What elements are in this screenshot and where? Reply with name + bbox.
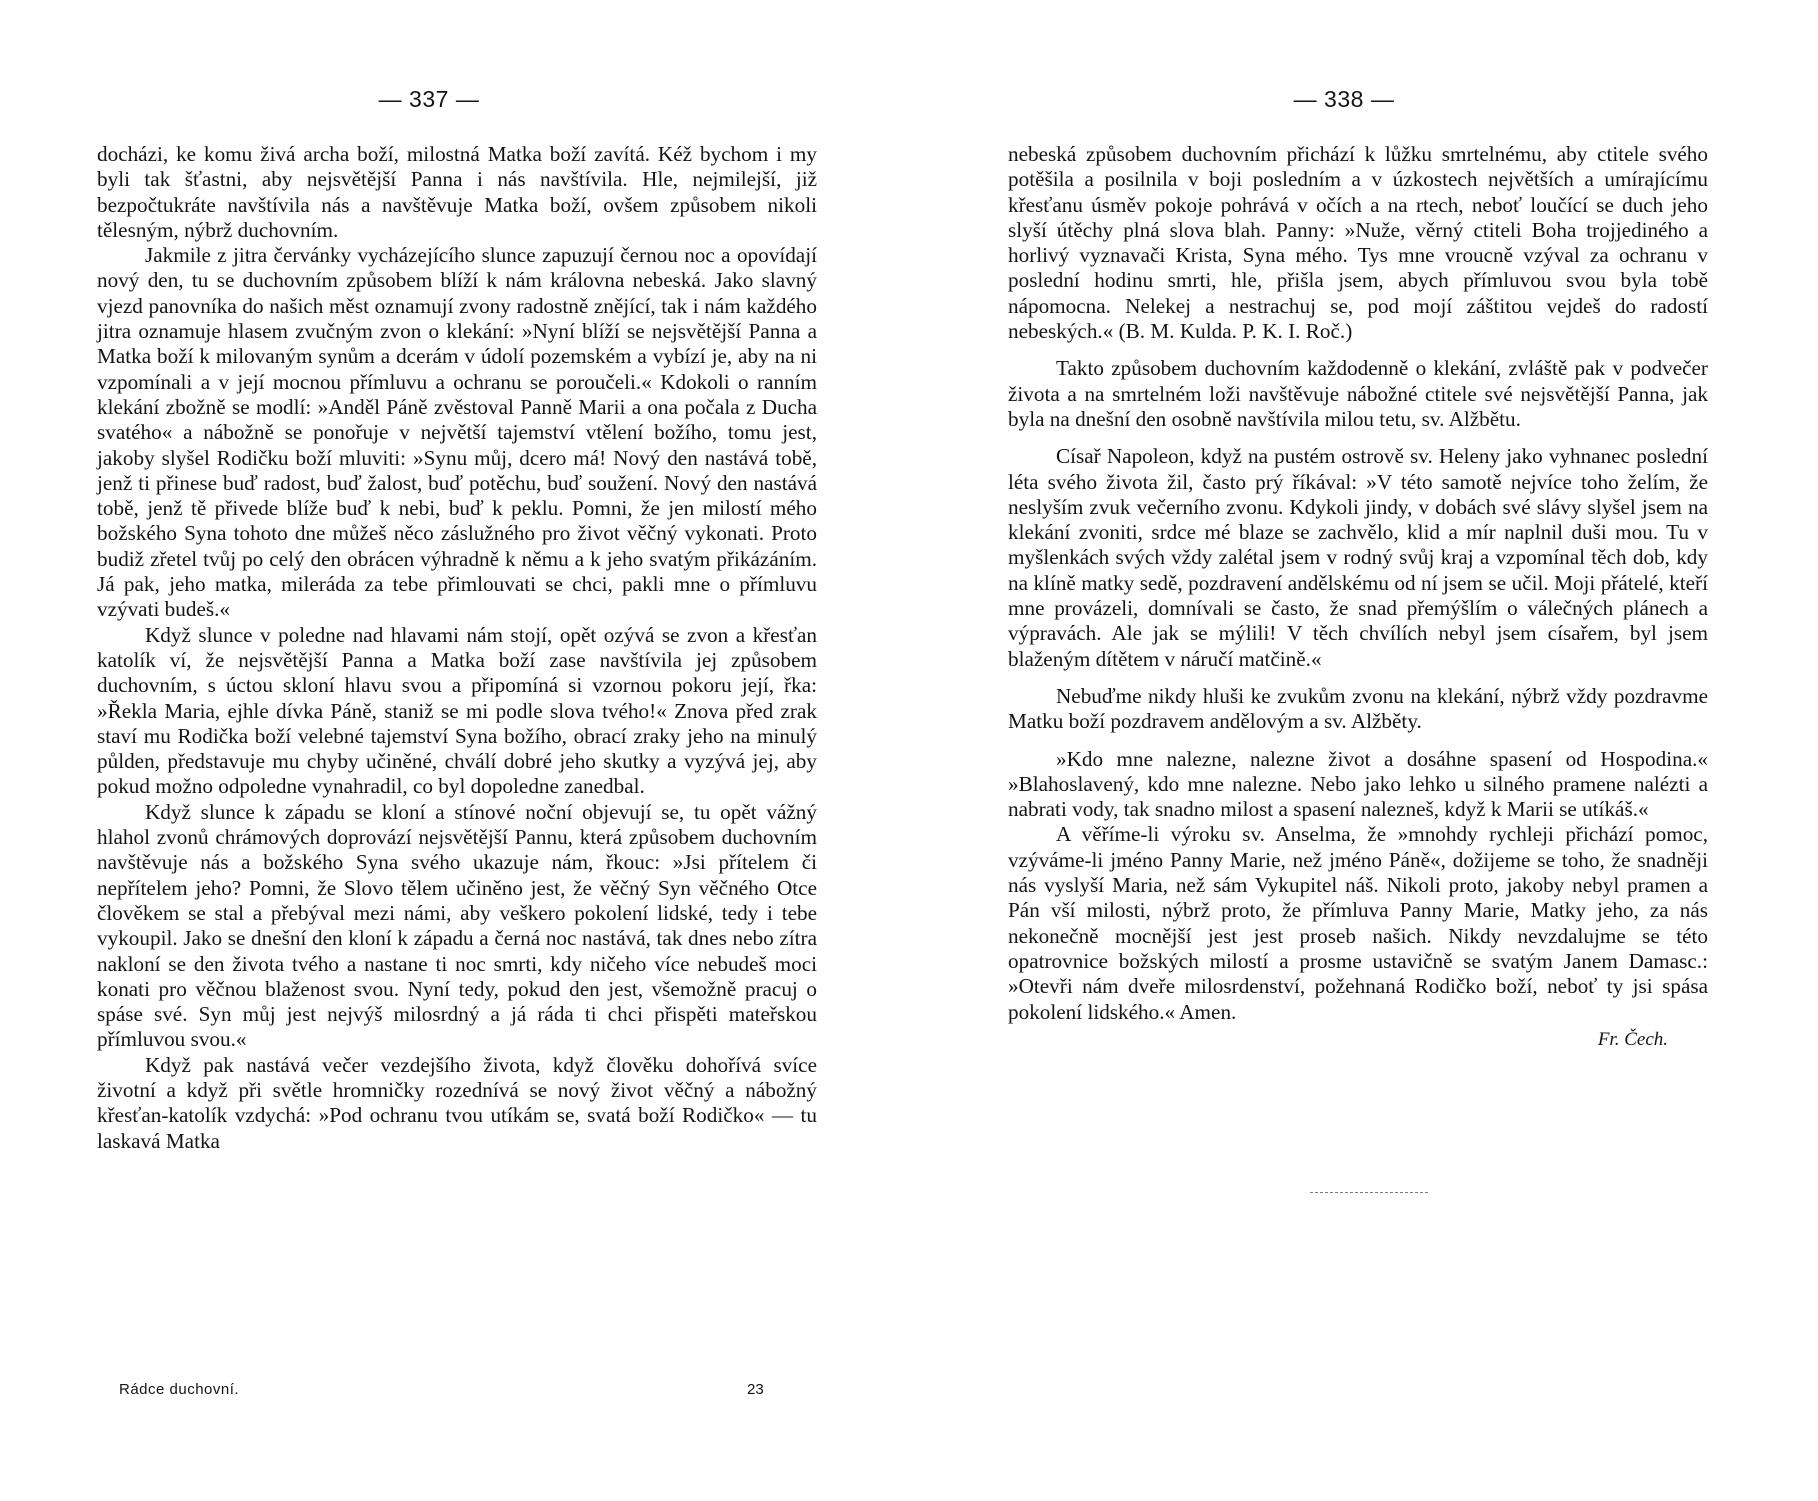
page-footer: [119, 1381, 799, 1403]
paragraph: »Kdo mne nalezne, nalezne život a dosáhne spasení od Hospodina.« »Blahoslavený, kdo mne nalezne. Nebo jako lehko u silného pramene nalézti a nabrati vody, tak snadno milost a spasení nalezneš, když k Marii se utíkáš.«: [1008, 746, 1708, 822]
paragraph: Když slunce v poledne nad hlavami nám stojí, opět ozývá se zvon a křesťan katolík ví, že nejsvětější Panna a Matka boží zase navštívila jej způsobem duchovním, s úctou skloní hlavu svou a připomíná si vzornou pokoru její, řka: »Řekla Maria, ejhle dívka Páně, staniž se mi podle slova tvého!« Znova před zrak staví mu Rodička boží velebné tajemství Syna božího, obrací zraky jeho na minulý půlden, představuje mu chyby učiněné, chválí dobré jeho skutky a vyzývá jej, aby pokud možno odpoledne vynahradil, co byl dopoledne zanedbal.: [97, 622, 817, 799]
footer-signature-mark: 23: [747, 1381, 764, 1398]
paragraph: Jakmile z jitra červánky vycházejícího slunce zapuzují černou noc a opovídají nový den, tu se duchovním způsobem blíží k nám královna nebeská. Jako slavný vjezd panovníka do našich měst oznamují zvony radostně znějící, tak i nám každého jitra oznamuje hlasem zvučným zvon o klekání: »Nyní blíží se nejsvětější Panna a Matka boží k milovaným synům a dcerám v údolí pozemském a vybízí je, aby na ni vzpomínali a v její mocnou přímluvu a ochranu se poroučeli.« Kdokoli o ranním klekání zbožně se modlí: »Anděl Páně zvěstoval Panně Marii a ona počala z Ducha svatého« a nábožně se ponořuje v největší tajemství vtělení božího, tomu jest, jakoby slyšel Rodičku boží mluviti: »Synu můj, dcero má! Nový den nastává tobě, jenž ti přinese buď radost, buď žalost, buď potěchu, buď soužení. Nový den nastává tobě, jenž tě přivede blíže buď k nebi, buď k peklu. Pomni, že jen milostí mého božského Syna tohoto dne můžeš něco záslužného pro život věčný vykonati. Proto budiž zřetel tvůj po celý den obrácen výhradně k němu a k jeho svatým přikázáním. Já pak, jeho matka, mileráda za tebe přimlouvati se chci, pakli mne o přímluvu vzývati budeš.«: [97, 243, 817, 622]
paragraph: Takto způsobem duchovním každodenně o klekání, zvláště pak v podvečer života a na smrtelném loži navštěvuje nábožné ctitele své nejsvětější Panna, jak byla na dnešní den osobně navštívila milou tetu, sv. Alžbětu.: [1008, 356, 1708, 431]
footer-book-title: Rádce duchovní.: [119, 1381, 240, 1398]
paragraph: nebeská způsobem duchovním přichází k lůžku smrtelnému, aby ctitele svého potěšila a posilnila v boji posledním a v úzkostech největších a umírajícímu křesťanu úsměv pokoje pohrává v očích a na rtech, neboť loučící se duch jeho slyší útěchy plná slova blah. Panny: »Nuže, věrný ctiteli Boha trojjediného a horlivý vyznavači Krista, Syna mého. Tys mne vroucně vzýval za ochranu v poslední hodinu smrti, hle, přišla jsem, abych přímluvou svou byla tobě nápomocna. Nelekej a nestrachuj se, pod mojí záštitou vejdeš do radostí nebeských.« (B. M. Kulda. P. K. I. Roč.): [1008, 142, 1708, 344]
left-page-text: [97, 142, 817, 1154]
page-number-right: — 338 —: [1293, 86, 1395, 112]
author-signature: Fr. Čech.: [1597, 1028, 1668, 1050]
closing-ornament-rule: [1310, 1192, 1428, 1193]
page-number-left: — 337 —: [378, 86, 480, 112]
paragraph: Když slunce k západu se kloní a stínové noční objevují se, tu opět vážný hlahol zvonů chrámových doprovází nejsvětější Pannu, která způsobem duchovním navštěvuje nás a božského Syna svého ukazuje nám, řkouc: »Jsi přítelem či nepřítelem jeho? Pomni, že Slovo tělem učiněno jest, že věčný Syn věčného Otce člověkem se stal a přebýval mezi námi, aby veškero pokolení lidské, tedy i tebe vykoupil. Jako se dnešní den kloní k západu a černá noc nastává, tak dnes nebo zítra nakloní se den života tvého a nastane ti noc smrti, kdy ničeho více nebudeš moci konati pro věčnou blaženost svou. Nyní tedy, pokud den jest, všemožně pracuj o spáse své. Syn můj jest nejvýš milosrdný a já ráda ti chci přispěti mateřskou přímluvou svou.«: [97, 799, 817, 1052]
paragraph: Když pak nastává večer vezdejšího života, když člověku dohořívá svíce životní a když při světle hromničky rozednívá se nový život věčný a nábožný křesťan-katolík vzdychá: »Pod ochranu tvou utíkám se, svatá boží Rodičko« — tu laskavá Matka: [97, 1052, 817, 1153]
right-page-text: [1008, 142, 1708, 1053]
paragraph: Císař Napoleon, když na pustém ostrově sv. Heleny jako vyhnanec poslední léta svého života žil, často prý říkával: »V této samotě nejvíce toho želím, že neslyším zvuk večerního zvonu. Kdykoli jindy, v dobách své slávy slyšel jsem na klekání zvoniti, srdce mé blaze se zachvělo, klid a mír naplnil duši mou. Tu v myšlenkách svých vždy zalétal jsem v rodný svůj kraj a vzpomínal těch dob, kdy na klíně matky sedě, pozdravení andělskému od ní jsem se učil. Moji přátelé, kteří mne provázeli, domnívali se často, že snad přemýšlím o válečných plánech a výpravách. Ale jak se mýlili! V těch chvílích nebyl jsem císařem, byl jsem blaženým dítětem v náručí matčině.«: [1008, 444, 1708, 671]
paragraph: Nebuďme nikdy hluši ke zvukům zvonu na klekání, nýbrž vždy pozdravme Matku boží pozdravem andělovým a sv. Alžběty.: [1008, 683, 1708, 734]
paragraph: A věříme-li výroku sv. Anselma, že »mnohdy rychleji přichází pomoc, vzýváme-li jméno Panny Marie, než jméno Páně«, dožijeme se toho, že snadněji nás vyslyší Maria, než sám Vykupitel náš. Nikoli proto, jakoby nebyl pramen a Pán vší milosti, nýbrž proto, že přímluva Panny Marie, Matky jeho, za nás nekonečně mocnější jest jest proseb našich. Nikdy nevzdalujme se této opatrovnice božských milostí a prosme ustavičně se svatým Janem Damasc.: »Otevři nám dveře milosrdenství, požehnaná Rodičko boží, neboť ty jsi spása pokolení lidského.« Amen.: [1008, 822, 1708, 1024]
paragraph: docházi, ke komu živá archa boží, milostná Matka boží zavítá. Kéž bychom i my byli tak šťastni, aby nejsvětější Panna i nás navštívila. Hle, nejmilejší, již bezpočtukráte navštívila nás a navštěvuje Matka boží, ovšem způsobem nikoli tělesným, nýbrž duchovním.: [97, 142, 817, 242]
